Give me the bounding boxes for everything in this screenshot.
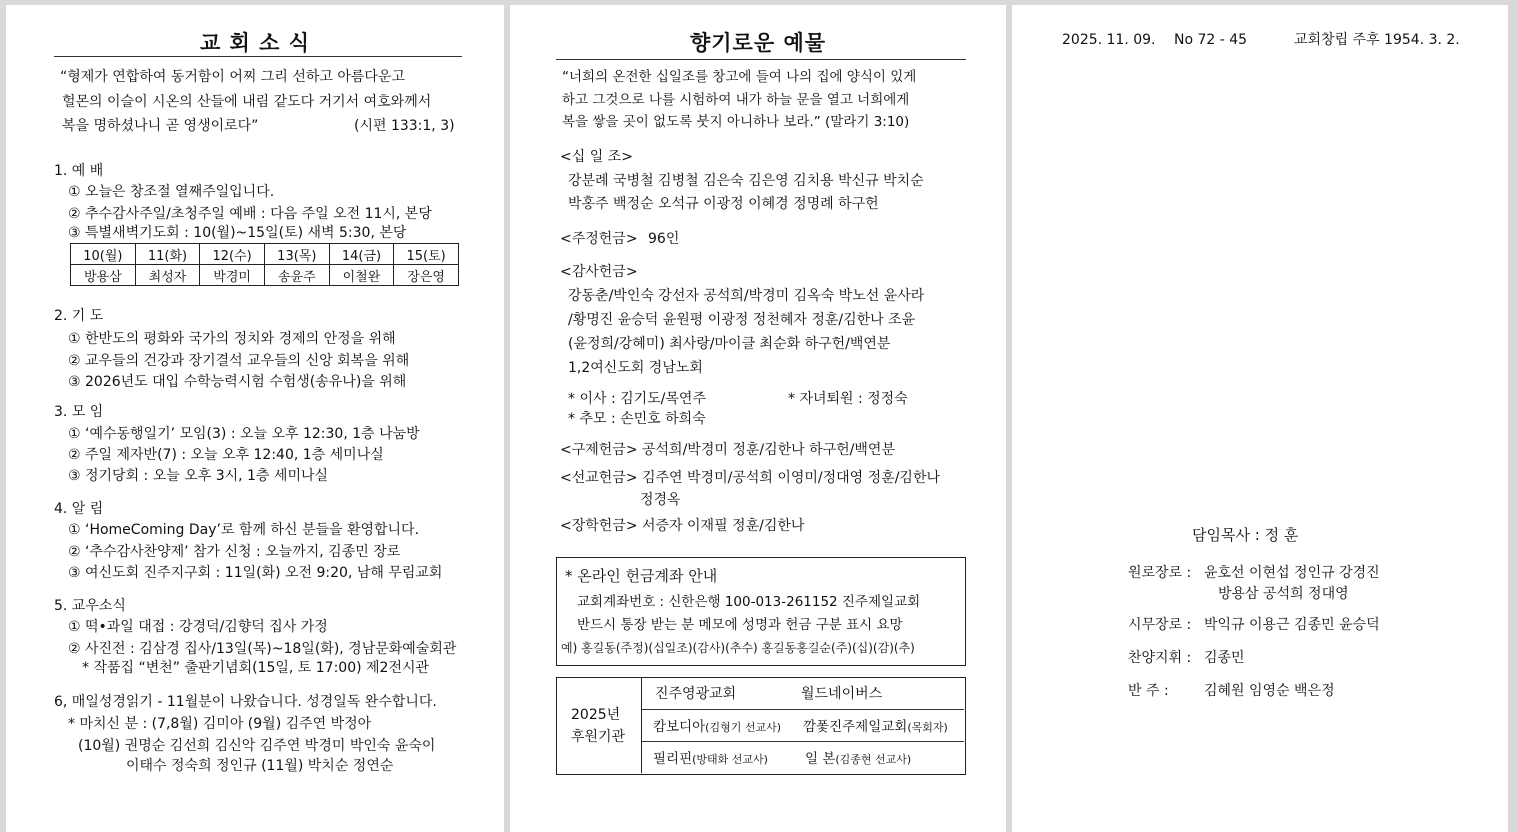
panel-title: 향기로운 예물 — [689, 30, 827, 55]
online-offering-box — [556, 557, 966, 666]
support-note: (목회자) — [907, 721, 948, 734]
list-item: ② 교우들의 건강과 장기결석 교우들의 신앙 회복을 위해 — [68, 353, 410, 369]
church-news-panel — [6, 5, 504, 832]
accompanist-label: 반 주 : — [1128, 683, 1169, 699]
day-cell: 14(금) — [329, 244, 394, 265]
founding-date: 교회창립 주후 1954. 3. 2. — [1294, 32, 1460, 48]
row-divider — [641, 741, 964, 742]
senior-pastor-label: 담임목사 — [1192, 526, 1250, 544]
support-org — [803, 718, 948, 737]
list-item: ① ‘예수동행일기’ 모임(3) : 오늘 오후 12:30, 1층 나눔방 — [68, 426, 420, 442]
support-label: 후원기관 — [571, 729, 626, 745]
emeritus-elders: 윤호선 이현섭 정인규 강경진 — [1204, 565, 1380, 581]
list-item: ③ 특별새벽기도회 : 10(월)~15일(토) 새벽 5:30, 본당 — [68, 225, 407, 241]
thanks-names: 강동춘/박인숙 강선자 공석희/박경미 김옥숙 박노선 윤사라 — [568, 288, 925, 304]
title-underline — [556, 59, 966, 60]
label-text: 반 주 — [1128, 683, 1160, 699]
active-elders-label: 시무장로 : — [1128, 617, 1192, 633]
list-item: 이태수 정숙희 정인규 (11월) 박치순 정연순 — [126, 758, 394, 774]
verse-line: “형제가 연합하여 동거함이 어찌 그리 선하고 아름다운고 — [60, 69, 406, 85]
bulletin-cover-panel — [1012, 5, 1508, 832]
verse-line: 헐몬의 이슬이 시온의 산들에 내림 같도다 거기서 여호와께서 — [62, 94, 432, 110]
title-underline — [54, 56, 462, 57]
leader-cell: 최성자 — [135, 265, 200, 286]
scholarship-offering: <장학헌금> 서증자 이재필 정훈/김한나 — [560, 518, 805, 534]
choir-director: 김종민 — [1204, 650, 1245, 666]
list-item: (10월) 권명순 김선희 김신악 김주연 박경미 박인숙 윤숙이 — [78, 738, 436, 754]
list-item: ② ‘추수감사찬양제’ 참가 신청 : 오늘까지, 김종민 장로 — [68, 544, 401, 560]
list-item: ① ‘HomeComing Day’로 함께 하신 분들을 환영합니다. — [68, 522, 420, 538]
list-item: ① 한반도의 평화와 국가의 정치와 경제의 안정을 위해 — [68, 331, 396, 347]
label-text: 찬양지휘 — [1128, 650, 1183, 666]
list-item: ② 추수감사주일/초청주일 예배 : 다음 주일 오전 11시, 본당 — [68, 206, 432, 222]
weekly-offering-label: <주정헌금> — [560, 231, 638, 247]
support-country: 일 본 — [805, 751, 836, 767]
verse-reference: (시편 133:1, 3) — [354, 118, 455, 134]
choir-director-label: 찬양지휘 : — [1128, 650, 1192, 666]
leader-cell: 방용삼 — [71, 265, 136, 286]
section-heading: 2. 기 도 — [54, 308, 104, 324]
support-org: 월드네이버스 — [801, 686, 883, 702]
list-item: ③ 정기당회 : 오늘 오후 3시, 1층 세미나실 — [68, 468, 329, 484]
note-memorial: * 추모 : 손민호 하희숙 — [568, 411, 706, 427]
section-heading: 6, 매일성경읽기 - 11월분이 나왔습니다. 성경일독 완수합니다. — [54, 694, 437, 710]
active-elders: 박익규 이용근 김종민 윤승덕 — [1204, 617, 1380, 633]
online-title: * 온라인 헌금계좌 안내 — [565, 567, 718, 585]
thanks-offering-label: <감사헌금> — [560, 264, 638, 280]
senior-pastor-name: 정 훈 — [1264, 526, 1299, 544]
thanks-names: /황명진 윤승덕 윤원평 이광정 정천혜자 정훈/김한나 조윤 — [568, 312, 916, 328]
day-cell: 11(화) — [135, 244, 200, 265]
memo-instruction: 반드시 통장 받는 분 메모에 성명과 헌금 구분 표시 요망 — [577, 617, 903, 633]
senior-pastor: 담임목사 : 정 훈 — [1192, 526, 1299, 544]
support-church: 깜퐃진주제일교회 — [803, 719, 908, 735]
tithe-label: <십 일 조> — [560, 149, 633, 165]
emeritus-elders-label: 원로장로 : — [1128, 565, 1192, 581]
day-cell: 10(월) — [71, 244, 136, 265]
support-institutions-box — [556, 677, 966, 775]
day-cell: 12(수) — [200, 244, 265, 265]
support-org — [805, 750, 911, 769]
mission-offering: <선교헌금> 김주연 박경미/공석희 이영미/정대영 정훈/김한나 — [560, 470, 940, 486]
list-item: * 마치신 분 : (7,8월) 김미아 (9월) 김주연 박정아 — [68, 716, 372, 732]
offerings-panel — [510, 5, 1006, 832]
verse-line: “너희의 온전한 십일조를 창고에 들여 나의 집에 양식이 있게 — [562, 69, 917, 85]
note-child: * 자녀퇴원 : 정정숙 — [788, 391, 908, 407]
note-move: * 이사 : 김기도/목연주 — [568, 391, 706, 407]
list-item: ② 주일 제자반(7) : 오늘 오후 12:40, 1층 세미나실 — [68, 447, 384, 463]
support-org — [653, 750, 768, 769]
dawn-prayer-schedule — [70, 243, 459, 286]
leader-cell: 장은영 — [394, 265, 459, 286]
list-item: ① 떡•과일 대접 : 강경덕/김향덕 집사 가정 — [68, 619, 328, 635]
emeritus-elders: 방용삼 공석희 정대영 — [1218, 586, 1349, 602]
support-label-cell — [557, 678, 642, 773]
row-divider — [641, 709, 964, 710]
accompanists: 김혜원 임영순 백은정 — [1204, 683, 1335, 699]
account-number: 교회계좌번호 : 신한은행 100-013-261152 진주제일교회 — [577, 594, 921, 610]
leader-cell: 송윤주 — [264, 265, 329, 286]
tithe-names: 박홍주 백정순 오석규 이광정 이혜경 정명례 하구헌 — [568, 196, 879, 212]
leader-cell: 이철완 — [329, 265, 394, 286]
tithe-names: 강분례 국병철 김병철 김은숙 김은영 김치용 박신규 박치순 — [568, 173, 924, 189]
support-org: 진주영광교회 — [655, 686, 737, 702]
support-year: 2025년 — [571, 707, 621, 723]
section-heading: 3. 모 임 — [54, 404, 104, 420]
weekly-offering-value: 96인 — [648, 231, 680, 247]
list-item: ② 사진전 : 김삼경 집사/13일(목)~18일(화), 경남문화예술회관 — [68, 641, 457, 657]
verse-line: 복을 명하셨나니 곧 영생이로다” — [62, 118, 259, 134]
memo-example: 예) 홍길동(주정)(십일조)(감사)(추수) 홍길동홍길순(주)(십)(감)(추) — [561, 641, 915, 655]
relief-offering: <구제헌금> 공석희/박경미 정훈/김한나 하구헌/백연분 — [560, 442, 895, 458]
panel-title: 교 회 소 식 — [199, 30, 311, 55]
thanks-names: (윤정희/강혜미) 최사랑/마이클 최순화 하구헌/백연분 — [568, 336, 891, 352]
verse-line: 복을 쌓을 곳이 없도록 붓지 아니하나 보라.” (말라기 3:10) — [562, 114, 910, 130]
section-heading: 5. 교우소식 — [54, 598, 126, 614]
support-org — [653, 718, 781, 737]
support-country: 캄보디아 — [653, 719, 706, 735]
support-note: (김종현 선교사) — [835, 753, 912, 766]
mission-offering-cont: 정경옥 — [640, 492, 681, 508]
day-cell: 15(토) — [394, 244, 459, 265]
day-cell: 13(목) — [264, 244, 329, 265]
bulletin-date: 2025. 11. 09. — [1062, 32, 1156, 48]
list-item: ③ 2026년도 대입 수학능력시험 수험생(송유나)을 위해 — [68, 374, 407, 390]
issue-number: No 72 - 45 — [1174, 32, 1248, 48]
support-country: 필리핀 — [653, 751, 693, 767]
support-note: (방태화 선교사) — [692, 753, 768, 766]
leader-cell: 박경미 — [200, 265, 265, 286]
verse-line: 하고 그것으로 나를 시험하여 내가 하늘 문을 열고 너희에게 — [562, 92, 910, 108]
label-text: 시무장로 — [1128, 617, 1183, 633]
list-item: ③ 여신도회 진주지구회 : 11일(화) 오전 9:20, 남해 무림교회 — [68, 565, 443, 581]
thanks-names: 1,2여신도회 경남노회 — [568, 360, 703, 376]
list-item: * 작품집 “변천” 출판기념회(15일, 토 17:00) 제2전시관 — [82, 660, 430, 676]
list-item: ① 오늘은 창조절 열째주일입니다. — [68, 184, 275, 200]
label-text: 원로장로 — [1128, 565, 1183, 581]
section-heading: 4. 알 림 — [54, 501, 104, 517]
section-heading: 1. 예 배 — [54, 163, 104, 179]
support-note: (김형기 선교사) — [705, 721, 782, 734]
